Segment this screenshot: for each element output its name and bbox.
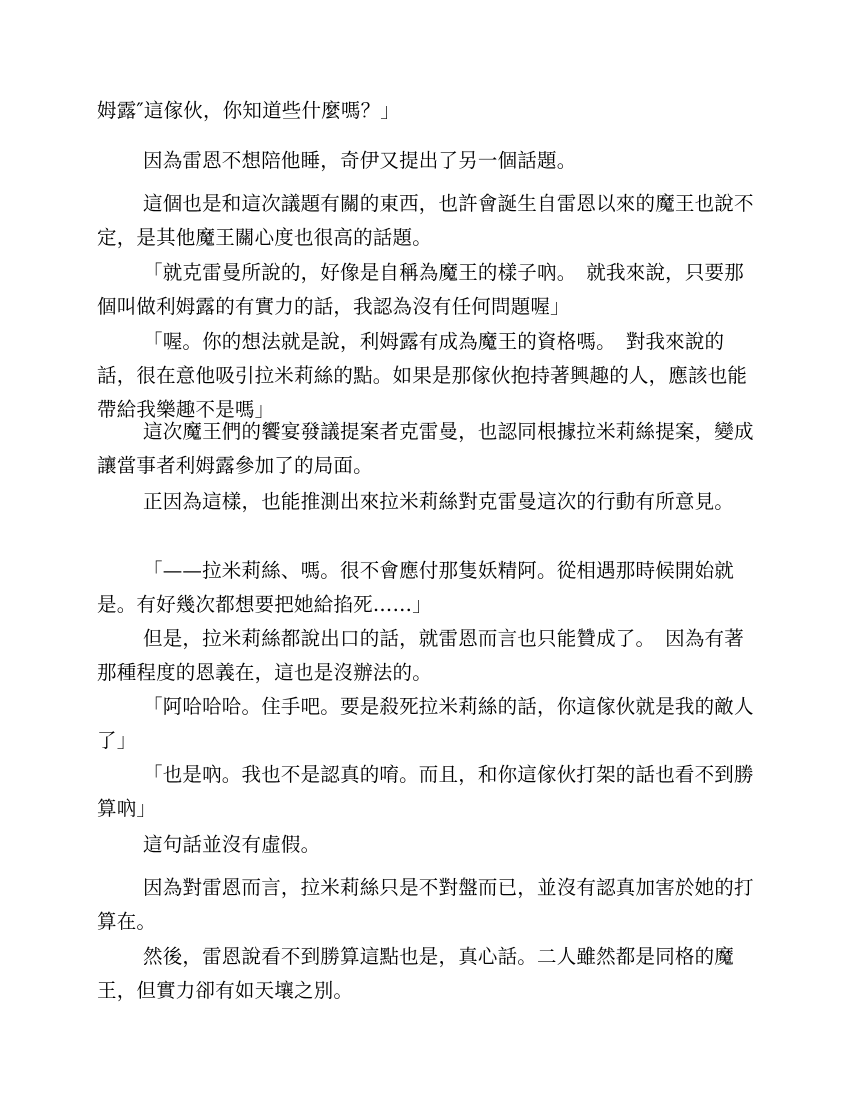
paragraph: 這次魔王們的饗宴發議提案者克雷曼，也認同根據拉米莉絲提案，變成讓當事者利姆露參加了的局面。	[97, 420, 754, 477]
paragraph: 「——拉米莉絲、嗎。很不會應付那隻妖精阿。從相遇那時候開始就是。有好幾次都想要把她給掐死……」	[97, 559, 735, 616]
paragraph: 姆露″這傢伙，你知道些什麼嗎？」	[97, 99, 400, 122]
paragraph: 「喔。你的想法就是說，利姆露有成為魔王的資格嗎。 對我來說的話，很在意他吸引拉米莉絲的點。如果是那傢伙抱持著興趣的人，應該也能帶給我樂趣不是嗎」	[97, 330, 748, 421]
paragraph: 這個也是和這次議題有關的東西，也許會誕生自雷恩以來的魔王也說不定，是其他魔王關心度也很高的話題。	[97, 192, 754, 249]
paragraph: 因為雷恩不想陪他睡，奇伊又提出了另一個話題。	[143, 149, 577, 172]
paragraph: 「也是吶。我也不是認真的唷。而且，和你這傢伙打架的話也看不到勝算吶」	[97, 763, 754, 820]
paragraph: 「就克雷曼所說的，好像是自稱為魔王的樣子吶。 就我來說，只要那個叫做利姆露的有實力的話，我認為沒有任何問題喔」	[97, 261, 744, 318]
paragraph: 正因為這樣，也能推測出來拉米莉絲對克雷曼這次的行動有所意見。	[143, 490, 735, 513]
paragraph: 這句話並沒有虛假。	[143, 833, 321, 856]
paragraph: 「阿哈哈哈。住手吧。要是殺死拉米莉絲的話，你這傢伙就是我的敵人了」	[97, 695, 754, 752]
paragraph: 但是，拉米莉絲都說出口的話，就雷恩而言也只能贊成了。 因為有著那種程度的恩義在，這也是沒辦法的。	[97, 627, 744, 684]
paragraph: 然後，雷恩說看不到勝算這點也是，真心話。二人雖然都是同格的魔王，但實力卻有如天壤之別。	[97, 945, 735, 1002]
paragraph: 因為對雷恩而言，拉米莉絲只是不對盤而已，並沒有認真加害於她的打算在。	[97, 876, 754, 933]
